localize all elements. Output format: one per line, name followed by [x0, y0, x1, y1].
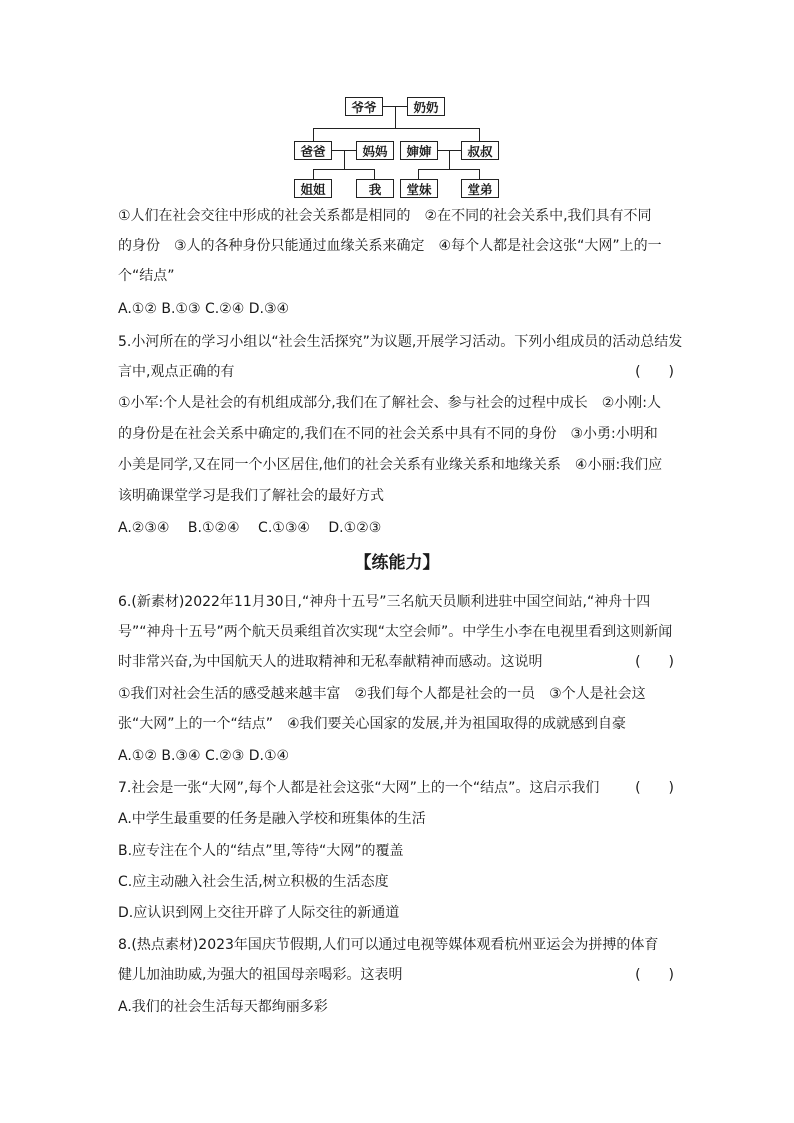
tree-connector — [374, 169, 375, 179]
q4-options: A.①② B.①③ C.②④ D.③④ — [118, 301, 290, 317]
q7-option-b: B.应专注在个人的“结点”里,等待“大网”的覆盖 — [118, 843, 404, 859]
tree-connector — [418, 169, 480, 170]
q8-stem: 8.(热点素材)2023年国庆节假期,人们可以通过电视等媒体观看杭州亚运会为拼搏的体育 — [118, 937, 659, 953]
q6-statement-line: ①我们对社会生活的感受越来越丰富 ②我们每个人都是社会的一员 ③个人是社会这 — [118, 686, 646, 702]
tree-connector — [479, 128, 480, 141]
q8-stem: 健儿加油助威,为强大的祖国母亲喝彩。这表明 — [118, 967, 403, 983]
q7-option-c: C.应主动融入社会生活,树立积极的生活态度 — [118, 874, 389, 890]
tree-connector — [313, 169, 375, 170]
tree-connector — [344, 150, 345, 170]
tree-node-mom: 妈妈 — [356, 141, 394, 160]
q6-answer-bracket: ( ) — [635, 654, 674, 670]
tree-node-elder-sister: 姐姐 — [294, 179, 332, 198]
section-title: 【练能力】 — [354, 553, 440, 573]
tree-connector — [313, 128, 314, 141]
tree-node-me: 我 — [356, 179, 394, 198]
q5-statement-line: 该明确课堂学习是我们了解社会的最好方式 — [118, 488, 384, 504]
q7-answer-bracket: ( ) — [635, 780, 674, 796]
q5-stem: 言中,观点正确的有 — [118, 364, 235, 380]
q6-options: A.①② B.③④ C.②③ D.①④ — [118, 748, 290, 764]
q5-statement-line: 小美是同学,又在同一个小区居住,他们的社会关系有业缘关系和地缘关系 ④小丽:我们应 — [118, 457, 663, 473]
q5-options: A.②③④ B.①②④ C.①③④ D.①②③ — [118, 520, 382, 536]
tree-node-aunt: 婶婶 — [400, 141, 438, 160]
q5-statement-line: 的身份是在社会关系中确定的,我们在不同的社会关系中具有不同的身份 ③小勇:小明和 — [118, 426, 658, 442]
q5-answer-bracket: ( ) — [635, 364, 674, 380]
q8-answer-bracket: ( ) — [635, 967, 674, 983]
tree-node-dad: 爸爸 — [294, 141, 332, 160]
tree-connector — [395, 106, 396, 129]
q6-statement-line: 张“大网”上的一个“结点” ④我们要关心国家的发展,并为祖国取得的成就感到自豪 — [118, 716, 627, 732]
tree-connector — [479, 169, 480, 179]
q4-statement-line: ①人们在社会交往中形成的社会关系都是相同的 ②在不同的社会关系中,我们具有不同 — [118, 208, 652, 224]
tree-node-grandpa: 爷爷 — [345, 97, 383, 116]
q5-stem: 5.小河所在的学习小组以“社会生活探究”为议题,开展学习活动。下列小组成员的活动总结发 — [118, 334, 683, 350]
q5-statement-line: ①小军:个人是社会的有机组成部分,我们在了解社会、参与社会的过程中成长 ②小刚:人 — [118, 395, 661, 411]
q8-option-a: A.我们的社会生活每天都绚丽多彩 — [118, 999, 328, 1015]
q6-stem: 时非常兴奋,为中国航天人的进取精神和无私奉献精神而感动。这说明 — [118, 654, 543, 670]
tree-node-uncle: 叔叔 — [461, 141, 499, 160]
tree-connector — [313, 169, 314, 179]
tree-node-cousin-brother: 堂弟 — [461, 179, 499, 198]
q6-stem: 6.(新素材)2022年11月30日,“神舟十五号”三名航天员顺利进驻中国空间站,“神舟十四 — [118, 594, 651, 610]
tree-connector — [418, 169, 419, 179]
q6-stem: 号”“神舟十五号”两个航天员乘组首次实现“太空会师”。中学生小李在电视里看到这则新闻 — [118, 624, 673, 640]
q7-stem: 7.社会是一张“大网”,每个人都是社会这张“大网”上的一个“结点”。这启示我们 — [118, 780, 600, 796]
tree-connector — [313, 128, 480, 129]
q7-option-d: D.应认识到网上交往开辟了人际交往的新通道 — [118, 905, 400, 921]
q4-statement-line: 个“结点” — [118, 268, 175, 284]
q4-statement-line: 的身份 ③人的各种身份只能通过血缘关系来确定 ④每个人都是社会这张“大网”上的一 — [118, 238, 662, 254]
tree-connector — [449, 150, 450, 170]
family-tree-diagram — [0, 0, 794, 200]
tree-node-cousin-sister: 堂妹 — [400, 179, 438, 198]
q7-option-a: A.中学生最重要的任务是融入学校和班集体的生活 — [118, 811, 426, 827]
tree-node-grandma: 奶奶 — [407, 97, 445, 116]
